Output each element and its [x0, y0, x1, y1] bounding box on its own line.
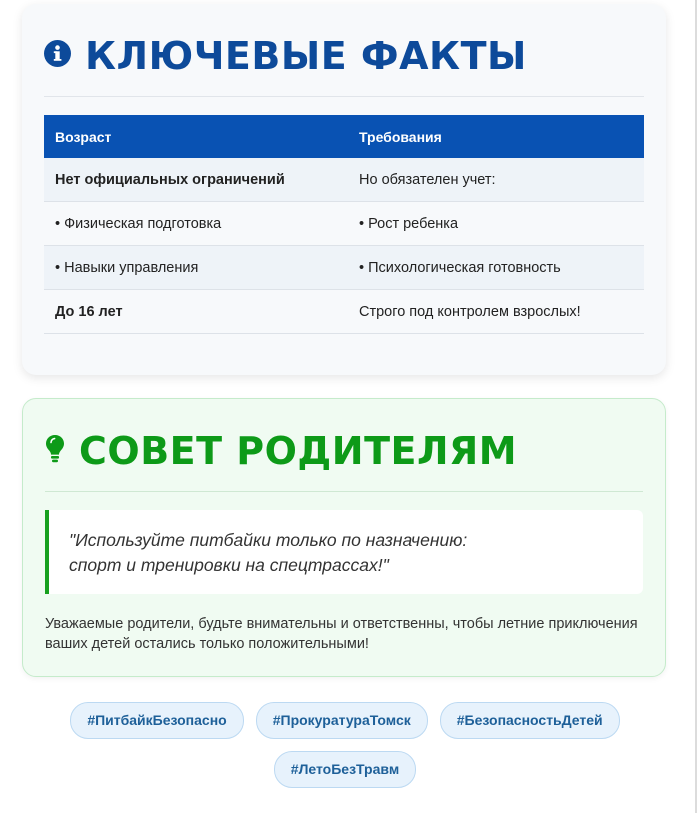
parent-advice-heading	[45, 429, 517, 473]
advice-quote-line: спорт и тренировки на спецтрассах!"	[69, 555, 389, 575]
column-header-requirements: Требования	[348, 115, 644, 158]
table-cell: До 16 лет	[44, 290, 348, 334]
hashtag-chip[interactable]: #ПрокуратураТомск	[256, 702, 428, 739]
column-header-age: Возраст	[44, 115, 348, 158]
hashtag-list	[40, 702, 650, 788]
table-cell: • Физическая подготовка	[44, 202, 348, 246]
table-row	[44, 290, 644, 334]
hashtag-chip[interactable]: #ЛетоБезТравм	[274, 751, 416, 788]
table-cell: Строго под контролем взрослых!	[348, 290, 644, 334]
key-facts-card	[22, 4, 666, 375]
table-cell: Но обязателен учет:	[348, 158, 644, 202]
key-facts-divider	[44, 96, 644, 97]
table-cell: • Рост ребенка	[348, 202, 644, 246]
parent-advice-card	[22, 398, 666, 677]
key-facts-title: КЛЮЧЕВЫЕ ФАКТЫ	[85, 34, 527, 78]
facts-table-header-row	[44, 115, 644, 158]
table-cell: • Навыки управления	[44, 246, 348, 290]
table-cell: Нет официальных ограничений	[44, 158, 348, 202]
advice-quote-line: "Используйте питбайки только по назначению:	[69, 530, 468, 550]
key-facts-heading	[44, 34, 527, 78]
hashtag-chip[interactable]: #ПитбайкБезопасно	[70, 702, 243, 739]
advice-quote	[45, 510, 643, 594]
table-row	[44, 158, 644, 202]
lightbulb-icon	[45, 434, 65, 469]
table-cell: • Психологическая готовность	[348, 246, 644, 290]
table-row	[44, 202, 644, 246]
parent-advice-title: СОВЕТ РОДИТЕЛЯМ	[79, 429, 518, 473]
table-row	[44, 246, 644, 290]
hashtag-chip[interactable]: #БезопасностьДетей	[440, 702, 620, 739]
parent-advice-divider	[45, 491, 643, 492]
advice-paragraph: Уважаемые родители, будьте внимательны и ответственны, чтобы летние приключения ваших детей остались только положительными!	[45, 616, 638, 652]
facts-table	[44, 115, 644, 334]
info-circle-icon	[44, 40, 71, 72]
